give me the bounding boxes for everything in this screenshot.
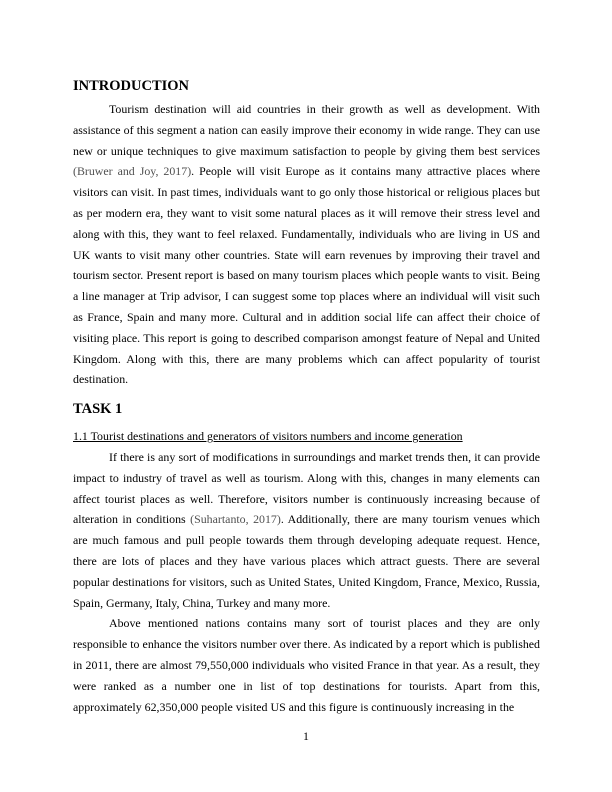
task1-heading: TASK 1 xyxy=(73,401,123,418)
task1-paragraph-2: Above mentioned nations contains many sort of tourist places and they are only responsible to enhance the visitors number over there. As indicated by a report which is published in 2011, there are almost 79,550,000 individuals who visited France in that year. As a result, they were ranked as a number one in list of top destinations for tourists. Apart from this, approximately 62,350,000 people visited US and this figure is continuously increasing in the xyxy=(73,616,540,714)
section-1-1-subheading: 1.1 Tourist destinations and generators of visitors numbers and income generation xyxy=(73,429,463,444)
task1-text-part2: . Additionally, there are many tourism venues which are much famous and pull people towards them through developing adequate request. Hence, there are lots of places and they have various places which attract guests. There are several popular destinations for visitors, such as United States, United Kingdom, France, Mexico, Russia, Spain, Germany, Italy, China, Turkey and many more. xyxy=(73,512,540,610)
page-content xyxy=(73,76,540,717)
intro-text-part1: Tourism destination will aid countries in their growth as well as development. With assistance of this segment a nation can easily improve their economy in wide range. They can use new or unique techniques to give maximum satisfaction to people by giving them best services xyxy=(73,102,540,158)
intro-text-part2: . People will visit Europe as it contains many attractive places where visitors can visit. In past times, individuals want to go only those historical or religious places but as per modern era, they want to visit some natural places as it will remove their stress level and along with this, they want to feel relaxed. Fundamentally, individuals who are living in US and UK wants to visit many other countries. State will earn revenues by improving their travel and tourism sector. Present report is based on many tourism places which people wants to visit. Being a line manager at Trip advisor, I can suggest some top places where an individual will visit such as France, Spain and many more. Cultural and in addition social life can affect their choice of visiting place. This report is going to described comparison amongst feature of Nepal and United Kingdom. Along with this, there are many problems which can affect popularity of tourist destination. xyxy=(73,164,540,387)
citation-bruwer-joy: (Bruwer and Joy, 2017) xyxy=(73,164,192,179)
citation-suhartanto: (Suhartanto, 2017) xyxy=(190,512,281,527)
task1-text-part1: If there is any sort of modifications in surroundings and market trends then, it can provide impact to industry of travel as well as tourism. Along with this, changes in many elements can affect tourist places as well. Therefore, visitors number is continuously increasing because of alteration in conditions xyxy=(73,449,540,527)
introduction-heading: INTRODUCTION xyxy=(73,78,190,94)
page-number: 1 xyxy=(303,729,309,743)
introduction-paragraph xyxy=(73,99,540,390)
task1-paragraph-1 xyxy=(73,447,540,613)
